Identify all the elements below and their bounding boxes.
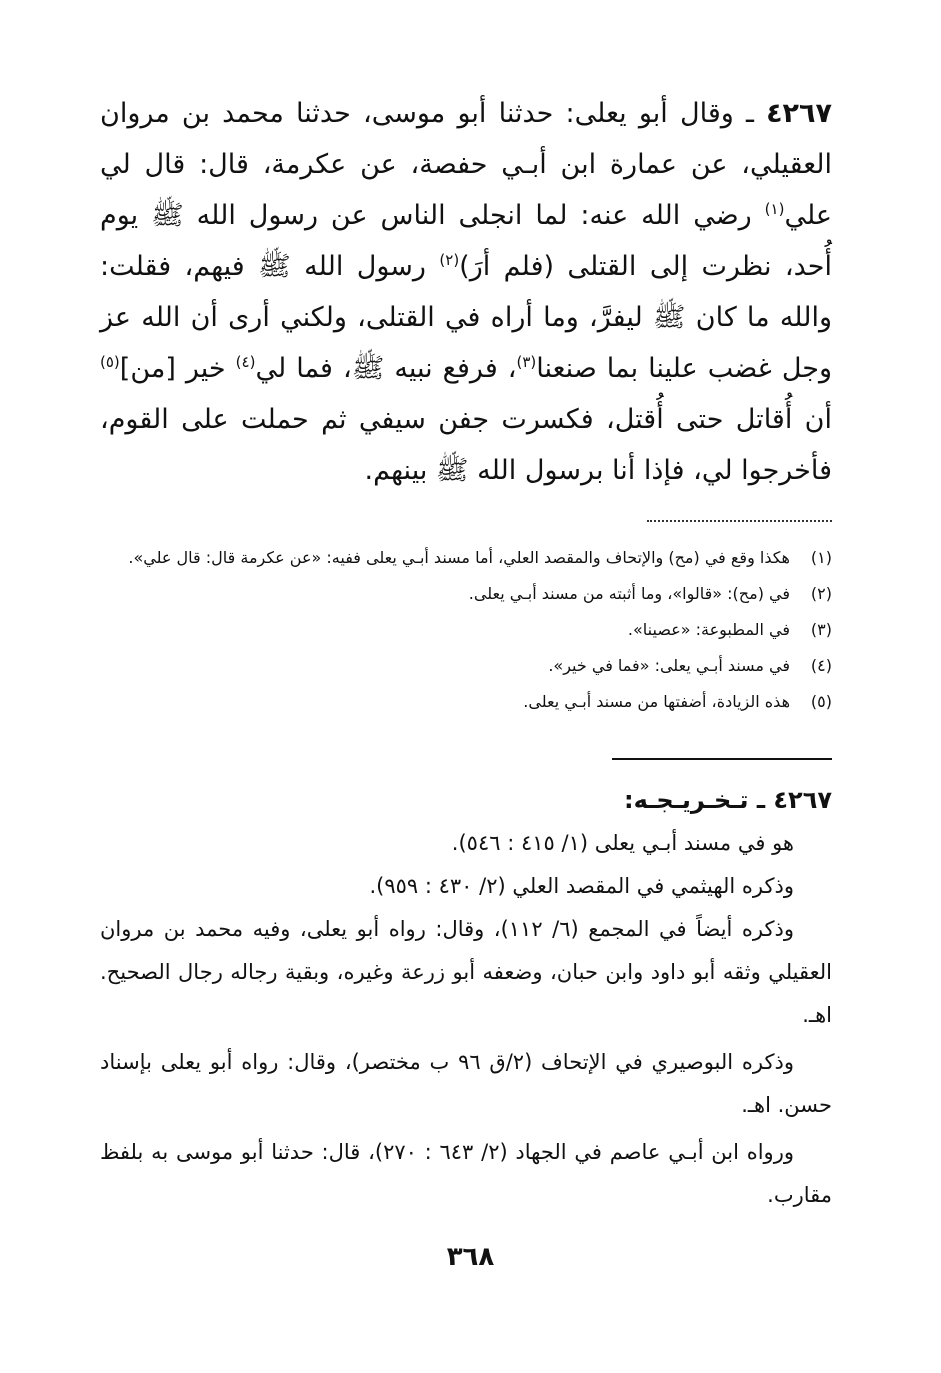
footnote-number: (٢): [810, 584, 832, 603]
takhrij-paragraph-2: وذكره الهيثمي في المقصد العلي (٢/ ٤٣٠ : ٩٥٩).: [369, 874, 794, 898]
footnote-1: [100, 540, 832, 576]
footnotes-section: [100, 540, 832, 720]
takhrij-paragraph-5: ورواه ابن أبـي عاصم في الجهاد (٢/ ٦٤٣ : ٢٧٠)، قال: حدثنا أبو موسى به بلفظ مقارب.: [100, 1140, 832, 1207]
footnote-2: [100, 576, 832, 612]
hadith-part-4: ، فرفع نبيه ﷺ، فما لي: [255, 353, 517, 384]
footnote-text: هكذا وقع في (مح) والإتحاف والمقصد العلي، أما مسند أبـي يعلى ففيه: «عن عكرمة قال: قال علي».: [128, 548, 790, 567]
hadith-part-5: خير [من]: [119, 353, 226, 384]
footnote-number: (٥): [810, 692, 832, 711]
hadith-intro: ـ وقال أبو يعلى: حدثنا أبو موسى، حدثنا محمد بن مروان العقيلي، عن عمارة ابن أبـي حفصة، عن عكرمة، قال: قال لي علي: [100, 98, 832, 231]
footnote-text: في مسند أبـي يعلى: «فما في خير».: [548, 656, 790, 675]
footnote-5: [100, 684, 832, 720]
footnote-number: (١): [810, 548, 832, 567]
takhrij-paragraph-1: هو في مسند أبـي يعلى (١/ ٤١٥ : ٥٤٦).: [451, 831, 794, 855]
footnote-3: [100, 612, 832, 648]
hadith-text: [100, 88, 832, 496]
footnote-ref-3: (٣): [516, 353, 537, 371]
page-body: [100, 88, 832, 1217]
footnote-ref-4: (٤): [235, 353, 256, 371]
footnote-separator: [647, 510, 832, 522]
footnote-ref-1: (١): [764, 200, 785, 218]
footnote-text: في المطبوعة: «عصينا».: [627, 620, 790, 639]
takhrij-paragraph-4: وذكره البوصيري في الإتحاف (٢/ق ٩٦ ب مختصر)، وقال: رواه أبو يعلى بإسناد حسن. اهـ.: [100, 1050, 832, 1117]
footnote-number: (٤): [810, 656, 832, 675]
footnote-4: [100, 648, 832, 684]
takhrij-paragraph-3: وذكره أيضاً في المجمع (٦/ ١١٢)، وقال: رواه أبو يعلى، وفيه محمد بن مروان العقيلي وثقه أبو داود وابن حبان، وضعفه أبو زرعة وغيره، وبقية رجاله رجال الصحيح. اهـ.: [100, 917, 832, 1027]
hadith-part-3: رسول الله ﷺ فيهم، فقلت: والله ما كان ﷺ ليفرَّ، وما أراه في القتلى، ولكني أرى أن الله عز وجل غضب علينا بما صنعنا: [100, 251, 832, 384]
footnote-text: في (مح): «قالوا»، وما أثبته من مسند أبـي يعلى.: [468, 584, 790, 603]
footnote-ref-2: (٢): [439, 251, 460, 269]
hadith-number: ٤٢٦٧: [766, 98, 832, 129]
footnote-text: هذه الزيادة، أضفتها من مسند أبـي يعلى.: [523, 692, 790, 711]
hadith-part-2: رضي الله عنه: لما انجلى الناس عن رسول الله ﷺ يوم أُحد، نظرت إلى القتلى (فلم أرَ): [100, 200, 832, 282]
page-number: ٣٦٨: [446, 1242, 495, 1272]
footnote-number: (٣): [810, 620, 832, 639]
takhrij-title: ٤٢٦٧ ـ تـخـريـجـه:: [623, 786, 832, 814]
hadith-part-6: أن أُقاتل حتى أُقتل، فكسرت جفن سيفي ثم حملت على القوم، فأخرجوا لي، فإذا أنا برسول الله ﷺ بينهم.: [100, 404, 832, 486]
footnote-ref-5: (٥): [100, 353, 120, 371]
section-rule: [612, 758, 832, 760]
